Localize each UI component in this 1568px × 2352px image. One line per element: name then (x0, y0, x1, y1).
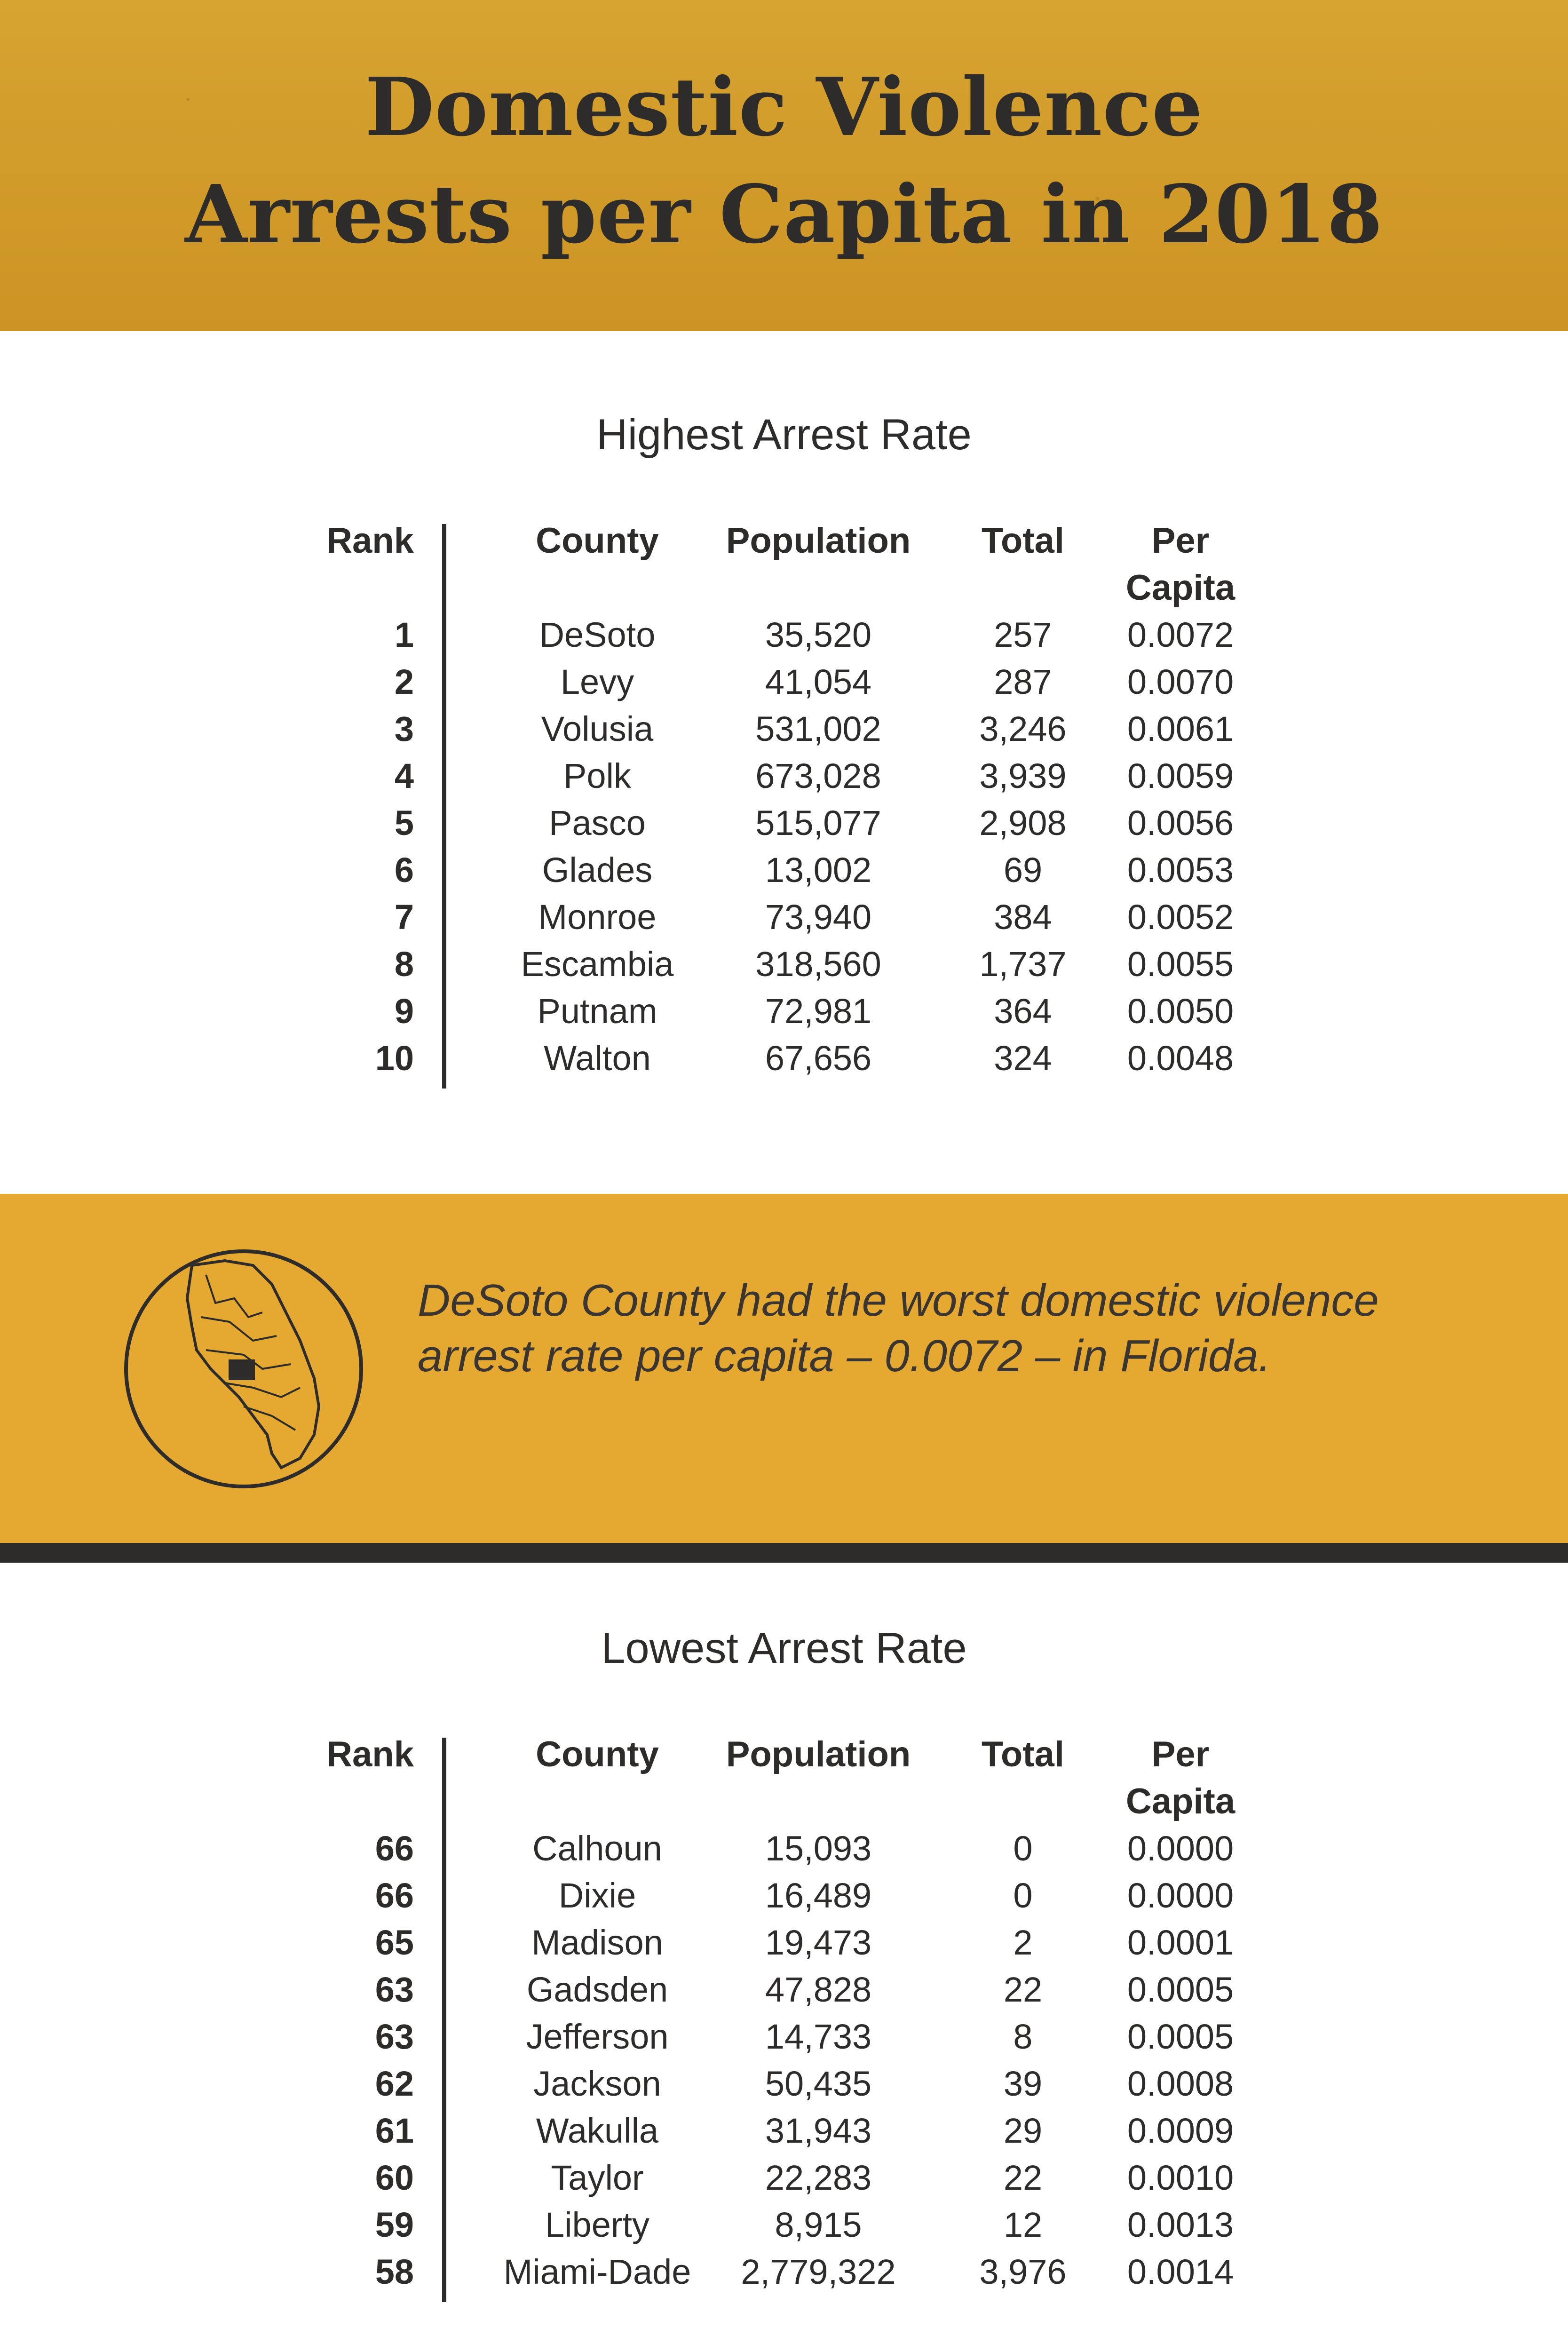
cell-total: 39 (1003, 2064, 1043, 2103)
cell-per-capita: 0.0070 (1127, 662, 1234, 701)
cell-county: Monroe (538, 898, 657, 937)
cell-rank: 3 (394, 709, 414, 748)
cell-per-capita: 0.0008 (1127, 2064, 1234, 2103)
cell-population: 35,520 (765, 615, 872, 654)
cell-total: 287 (994, 662, 1052, 701)
cell-rank: 58 (375, 2252, 414, 2291)
cell-per-capita: 0.0014 (1127, 2252, 1234, 2291)
column-header-rank: Rank (326, 521, 414, 561)
cell-total: 29 (1003, 2111, 1043, 2150)
callout-desoto-text: DeSoto County had the worst domestic violence arrest rate per capita – 0.0072 – in Florida. (418, 1275, 1379, 1381)
cell-total: 8 (1013, 2017, 1033, 2056)
cell-per-capita: 0.0053 (1127, 850, 1234, 890)
cell-per-capita: 0.0009 (1127, 2111, 1234, 2150)
cell-total: 3,939 (979, 756, 1067, 795)
cell-total: 3,246 (979, 709, 1067, 748)
cell-rank: 60 (375, 2158, 414, 2197)
cell-per-capita: 0.0055 (1127, 945, 1234, 984)
cell-rank: 4 (394, 756, 414, 795)
cell-total: 2 (1013, 1923, 1033, 1962)
cell-rank: 9 (394, 992, 414, 1031)
cell-total: 12 (1003, 2205, 1043, 2244)
cell-county: Glades (542, 850, 653, 890)
cell-population: 515,077 (755, 803, 881, 842)
table-divider-line (442, 524, 446, 1089)
page-title-line2: Arrests per Capita in 2018 (185, 167, 1383, 262)
lowest-section-title: Lowest Arrest Rate (601, 1624, 967, 1672)
cell-rank: 1 (394, 615, 414, 654)
cell-population: 22,283 (765, 2158, 872, 2197)
column-header-county: County (536, 1734, 659, 1774)
column-header-per-capita: Capita (1125, 568, 1235, 608)
table-divider-line (442, 1738, 446, 2302)
cell-population: 2,779,322 (741, 2252, 896, 2291)
cell-population: 67,656 (765, 1039, 872, 1078)
cell-per-capita: 0.0061 (1127, 709, 1234, 748)
cell-county: Gadsden (526, 1970, 668, 2009)
cell-rank: 7 (394, 898, 414, 937)
cell-population: 318,560 (755, 945, 881, 984)
cell-county: Wakulla (536, 2111, 659, 2150)
column-header-rank: Rank (326, 1734, 414, 1774)
cell-population: 31,943 (765, 2111, 872, 2150)
divider-bar (0, 1543, 1568, 1563)
column-header-total: Total (982, 521, 1064, 561)
cell-total: 384 (994, 898, 1052, 937)
cell-per-capita: 0.0052 (1127, 898, 1234, 937)
cell-population: 14,733 (765, 2017, 872, 2056)
column-header-population: Population (726, 1734, 911, 1774)
cell-county: Jefferson (526, 2017, 669, 2056)
cell-county: Dixie (558, 1876, 636, 1915)
cell-per-capita: 0.0048 (1127, 1039, 1234, 1078)
cell-total: 0 (1013, 1876, 1033, 1915)
cell-total: 324 (994, 1039, 1052, 1078)
cell-per-capita: 0.0010 (1127, 2158, 1234, 2197)
cell-rank: 6 (394, 850, 414, 890)
cell-rank: 63 (375, 1970, 414, 2009)
cell-total: 3,976 (979, 2252, 1067, 2291)
cell-population: 673,028 (755, 756, 881, 795)
cell-rank: 2 (394, 662, 414, 701)
cell-total: 22 (1003, 1970, 1043, 2009)
cell-rank: 66 (375, 1829, 414, 1868)
cell-per-capita: 0.0001 (1127, 1923, 1234, 1962)
column-header-total: Total (982, 1734, 1064, 1774)
cell-total: 2,908 (979, 803, 1067, 842)
cell-county: Taylor (551, 2158, 644, 2197)
cell-population: 15,093 (765, 1829, 872, 1868)
cell-total: 69 (1003, 850, 1043, 890)
cell-per-capita: 0.0059 (1127, 756, 1234, 795)
callout-desoto (0, 1194, 1568, 1543)
cell-county: Calhoun (532, 1829, 662, 1868)
cell-rank: 63 (375, 2017, 414, 2056)
cell-population: 73,940 (765, 898, 872, 937)
cell-rank: 8 (394, 945, 414, 984)
cell-county: Madison (531, 1923, 663, 1962)
cell-county: Pasco (549, 803, 646, 842)
cell-total: 1,737 (979, 945, 1067, 984)
cell-rank: 10 (375, 1039, 414, 1078)
cell-rank: 5 (394, 803, 414, 842)
column-header-county: County (536, 521, 659, 561)
cell-per-capita: 0.0013 (1127, 2205, 1234, 2244)
cell-rank: 62 (375, 2064, 414, 2103)
header-banner (0, 0, 1568, 331)
cell-total: 257 (994, 615, 1052, 654)
cell-county: DeSoto (539, 615, 656, 654)
florida-map-icon (121, 1247, 366, 1491)
cell-population: 47,828 (765, 1970, 872, 2009)
cell-population: 41,054 (765, 662, 872, 701)
cell-population: 50,435 (765, 2064, 872, 2103)
cell-per-capita: 0.0000 (1127, 1876, 1234, 1915)
cell-per-capita: 0.0050 (1127, 992, 1234, 1031)
cell-county: Miami-Dade (503, 2252, 691, 2291)
column-header-per-capita: Per (1151, 521, 1210, 561)
page-title-line1: Domestic Violence (364, 60, 1204, 154)
cell-rank: 61 (375, 2111, 414, 2150)
cell-county: Volusia (541, 709, 654, 748)
cell-county: Levy (560, 662, 634, 701)
cell-county: Polk (563, 756, 631, 795)
column-header-per-capita: Per (1151, 1734, 1210, 1774)
cell-total: 22 (1003, 2158, 1043, 2197)
cell-county: Escambia (521, 945, 674, 984)
cell-county: Walton (544, 1039, 651, 1078)
cell-per-capita: 0.0056 (1127, 803, 1234, 842)
cell-total: 0 (1013, 1829, 1033, 1868)
column-header-population: Population (726, 521, 911, 561)
cell-county: Jackson (533, 2064, 661, 2103)
cell-total: 364 (994, 992, 1052, 1031)
cell-county: Liberty (545, 2205, 650, 2244)
cell-county: Putnam (537, 992, 657, 1031)
cell-per-capita: 0.0072 (1127, 615, 1234, 654)
highest-section-title: Highest Arrest Rate (596, 411, 972, 459)
cell-rank: 59 (375, 2205, 414, 2244)
cell-per-capita: 0.0005 (1127, 1970, 1234, 2009)
cell-population: 8,915 (775, 2205, 862, 2244)
cell-population: 16,489 (765, 1876, 872, 1915)
cell-population: 72,981 (765, 992, 872, 1031)
cell-population: 531,002 (755, 709, 881, 748)
cell-population: 19,473 (765, 1923, 872, 1962)
cell-per-capita: 0.0005 (1127, 2017, 1234, 2056)
column-header-per-capita: Capita (1125, 1781, 1235, 1821)
cell-per-capita: 0.0000 (1127, 1829, 1234, 1868)
cell-rank: 66 (375, 1876, 414, 1915)
cell-rank: 65 (375, 1923, 414, 1962)
cell-population: 13,002 (765, 850, 872, 890)
